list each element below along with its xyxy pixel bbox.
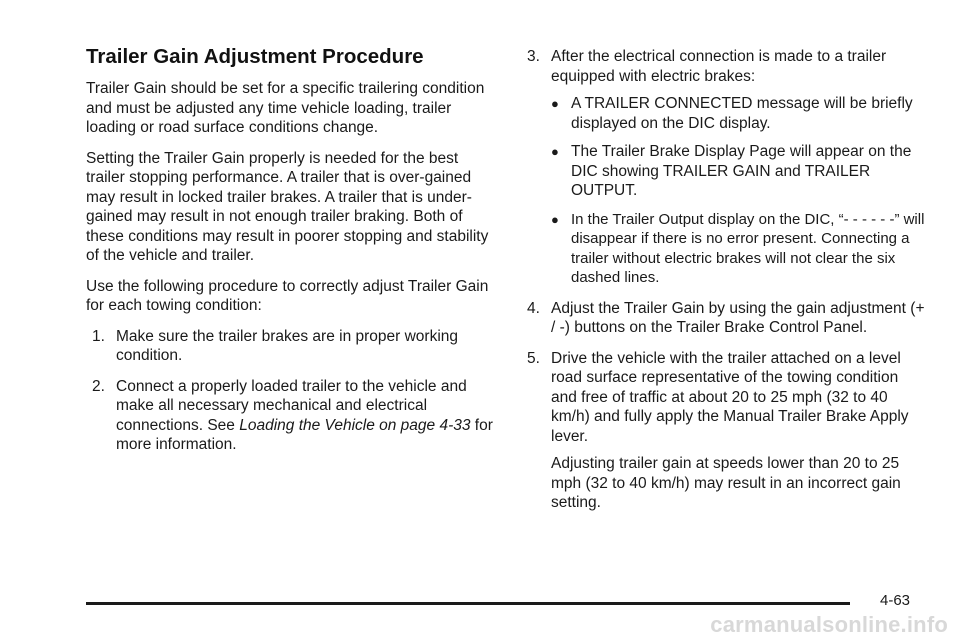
- step-5-note: Adjusting trailer gain at speeds lower than 20 to 25 mph (32 to 40 km/h) may result in an incorrect gain setting.: [551, 455, 901, 511]
- left-column: [86, 44, 496, 466]
- step-1: [92, 327, 496, 366]
- bullet-icon: ●: [551, 211, 559, 227]
- step-5: [527, 349, 927, 447]
- section-title: Trailer Gain Adjustment Procedure: [86, 45, 424, 68]
- step-2: [92, 377, 496, 455]
- step-number: 3.: [527, 48, 540, 65]
- bullet-icon: ●: [551, 144, 559, 159]
- cross-reference-link[interactable]: Loading the Vehicle on page 4-33: [239, 416, 471, 434]
- step-4: [527, 299, 927, 338]
- bullet-item: ● The Trailer Brake Display Page will appear on the DIC showing TRAILER GAIN and TRAILER OUTPUT.: [551, 143, 912, 199]
- step-text: Connect a properly loaded trailer to the vehicle and make all necessary mechanical and electrical connections. See Loading the Vehicle on page 4-33 for more information.: [116, 377, 493, 453]
- step-number: 4.: [527, 299, 540, 317]
- procedure-intro: Use the following procedure to correctly adjust Trailer Gain for each towing condition:: [86, 277, 489, 314]
- intro-paragraph: Trailer Gain should be set for a specific trailering condition and must be adjusted any time vehicle loading, trailer loading or road surface conditions change.: [86, 80, 485, 136]
- step-number: 1.: [92, 327, 105, 345]
- footer-rule: [86, 602, 850, 605]
- step-text: Adjust the Trailer Gain by using the gain adjustment (+ / -) buttons on the Trailer Brake Control Panel.: [551, 299, 925, 336]
- setting-paragraph: Setting the Trailer Gain properly is needed for the best trailer stopping performance. A trailer that is over-gained may result in locked trailer brakes. A trailer that is under-gained may result in not enough trailer braking. Both of these conditions may result in poorer stopping and stability of the vehicle and trailer.: [86, 149, 489, 264]
- step-text: Make sure the trailer brakes are in proper working condition.: [116, 327, 459, 364]
- step-number: 5.: [527, 349, 540, 367]
- step-number: 2.: [92, 377, 105, 395]
- step-text: Drive the vehicle with the trailer attached on a level road surface representative of the towing condition and free of traffic at about 20 to 25 mph (32 to 40 km/h) and fully apply the Manual Trailer Brake Apply lever.: [551, 349, 909, 445]
- step-3: [527, 47, 927, 86]
- bullet-icon: ●: [551, 96, 559, 111]
- watermark-logo: carmanualsonline.info: [710, 612, 948, 637]
- bullet-item: ● A TRAILER CONNECTED message will be briefly displayed on the DIC display.: [551, 95, 913, 132]
- steps-list-left: [86, 327, 496, 455]
- step-text: After the electrical connection is made to a trailer equipped with electric brakes:: [551, 48, 887, 85]
- right-column: [527, 47, 927, 513]
- bullet-item: ● In the Trailer Output display on the DIC, “- - - - - -” will disappear if there is no error present. Connecting a trailer without electric brakes will not clear the six dashed lines.: [551, 210, 925, 286]
- page-number: 4-63: [880, 592, 911, 609]
